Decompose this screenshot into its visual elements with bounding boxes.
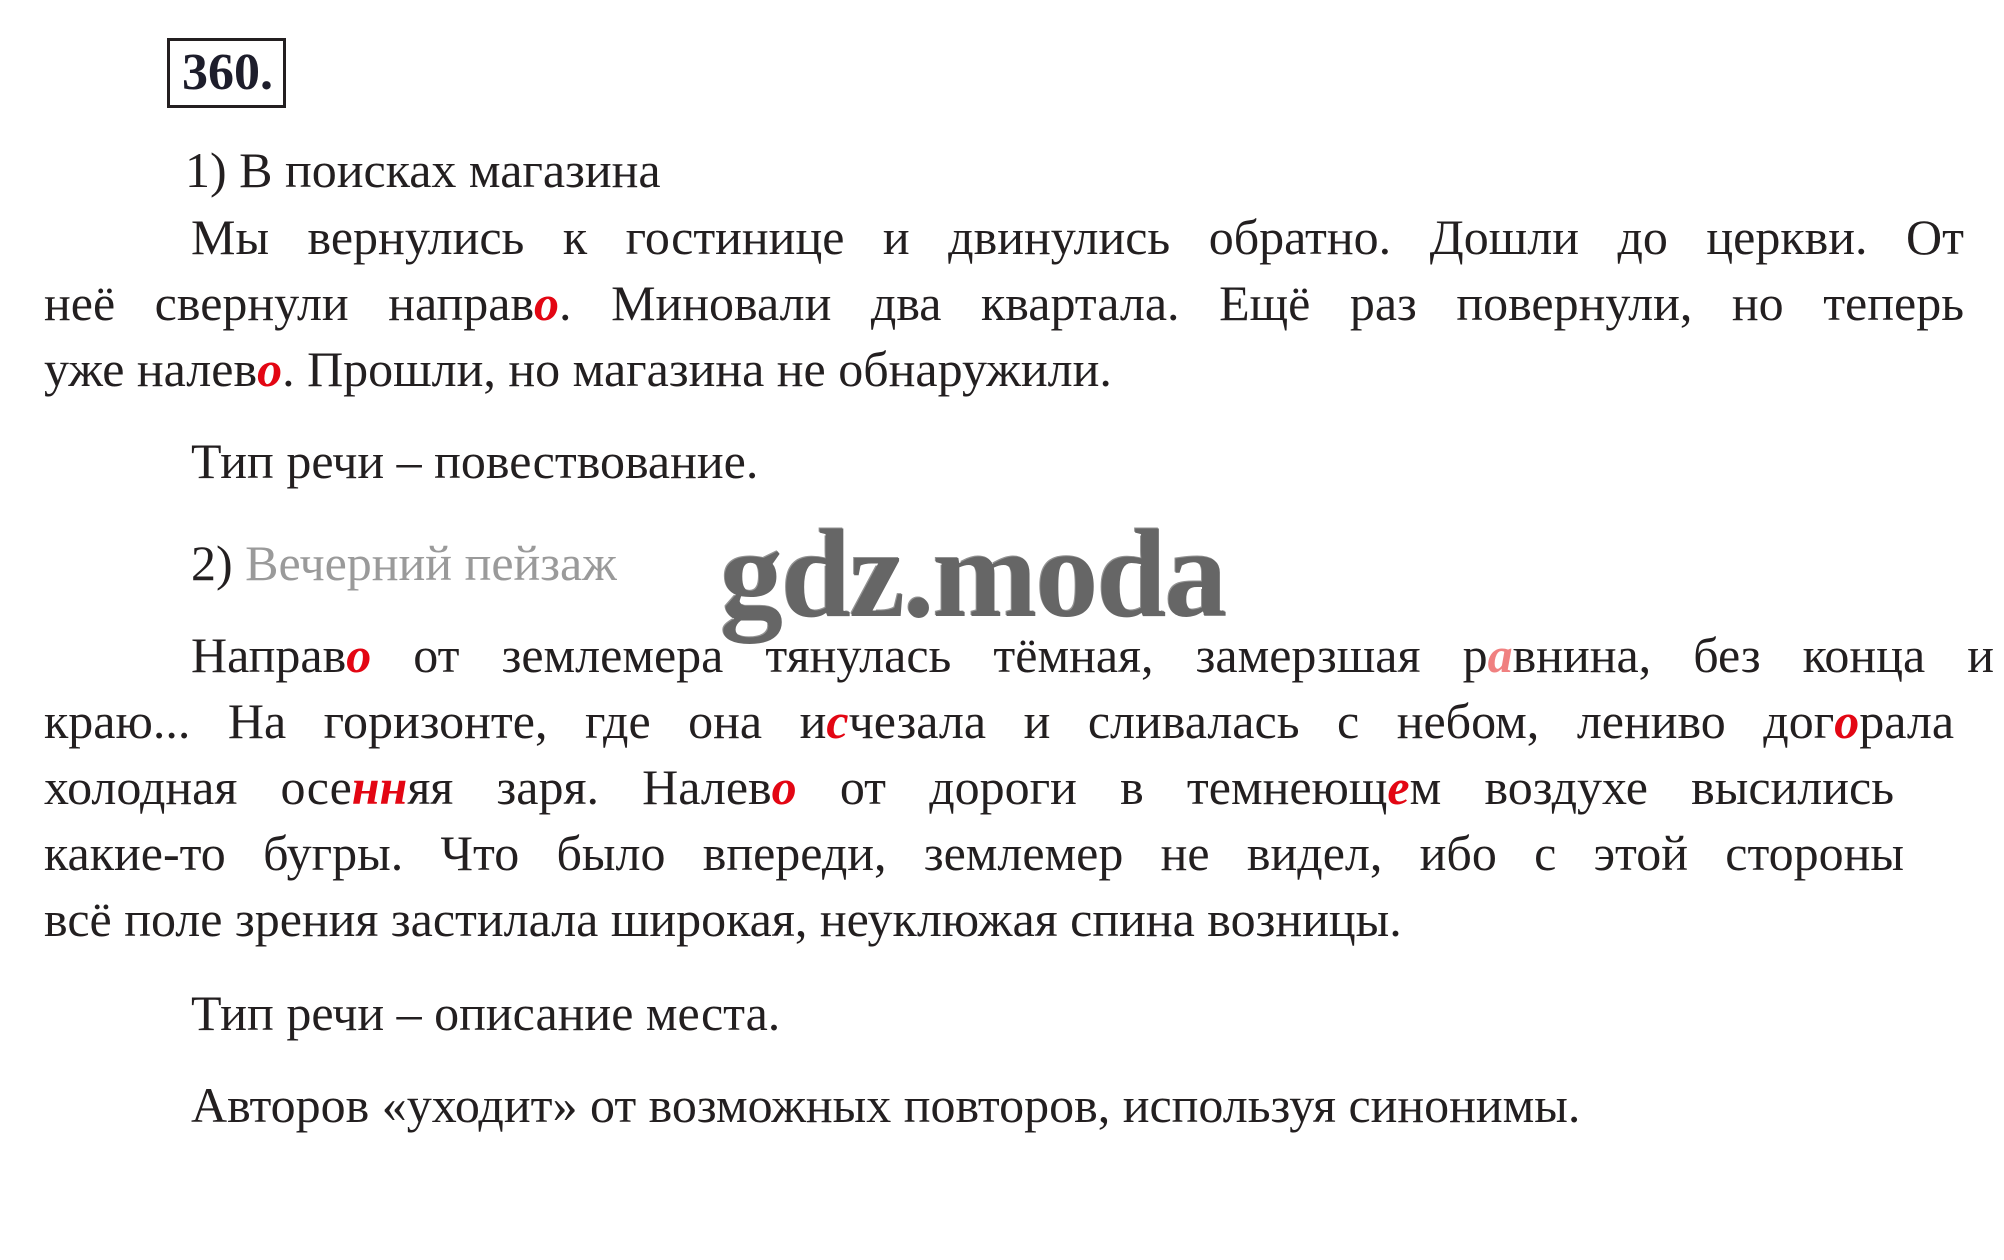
section1-line-2: неё свернули направо. Миновали два квартала. Ещё раз повернули, но теперь [44, 275, 1964, 331]
section2-line-2: краю... На горизонте, где она исчезала и сливалась с небом, лениво догорала [44, 693, 1955, 749]
highlight-letter: о [257, 341, 283, 397]
section2-line-1: Направо от землемера тянулась тёмная, замерзшая равнина, без конца и [191, 627, 1994, 683]
section2-title: 2) Вечерний пейзаж [191, 535, 617, 591]
highlight-letter: о [346, 627, 372, 683]
highlight-letter: о [771, 759, 797, 815]
section1-line-3: уже налево. Прошли, но магазина не обнаружили. [44, 341, 1112, 397]
site-watermark: gdz.moda [720, 505, 1226, 644]
highlight-letter: о [534, 275, 560, 331]
section1-line-1: Мы вернулись к гостинице и двинулись обратно. Дошли до церкви. От [191, 209, 1964, 265]
highlight-letter: о [1834, 693, 1860, 749]
section2-line-5: всё поле зрения застилала широкая, неуклюжая спина возницы. [44, 891, 1402, 947]
highlight-letter: с [826, 693, 849, 749]
section2-line-4: какие-то бугры. Что было впереди, землемер не видел, ибо с этой стороны [44, 825, 1904, 881]
highlight-letter: а [1487, 627, 1513, 683]
section2-line-3: холодная осенняя заря. Налево от дороги в темнеющем воздухе высились [44, 759, 1895, 815]
highlight-letter: нн [351, 759, 408, 815]
task-number: 360. [167, 38, 286, 108]
section2-speech-type: Тип речи – описание места. [191, 985, 781, 1041]
section1-speech-type: Тип речи – повествование. [191, 433, 759, 489]
section1-title: 1) В поисках магазина [185, 142, 661, 198]
highlight-letter: е [1387, 759, 1410, 815]
conclusion-text: Авторов «уходит» от возможных повторов, используя синонимы. [191, 1077, 1581, 1133]
